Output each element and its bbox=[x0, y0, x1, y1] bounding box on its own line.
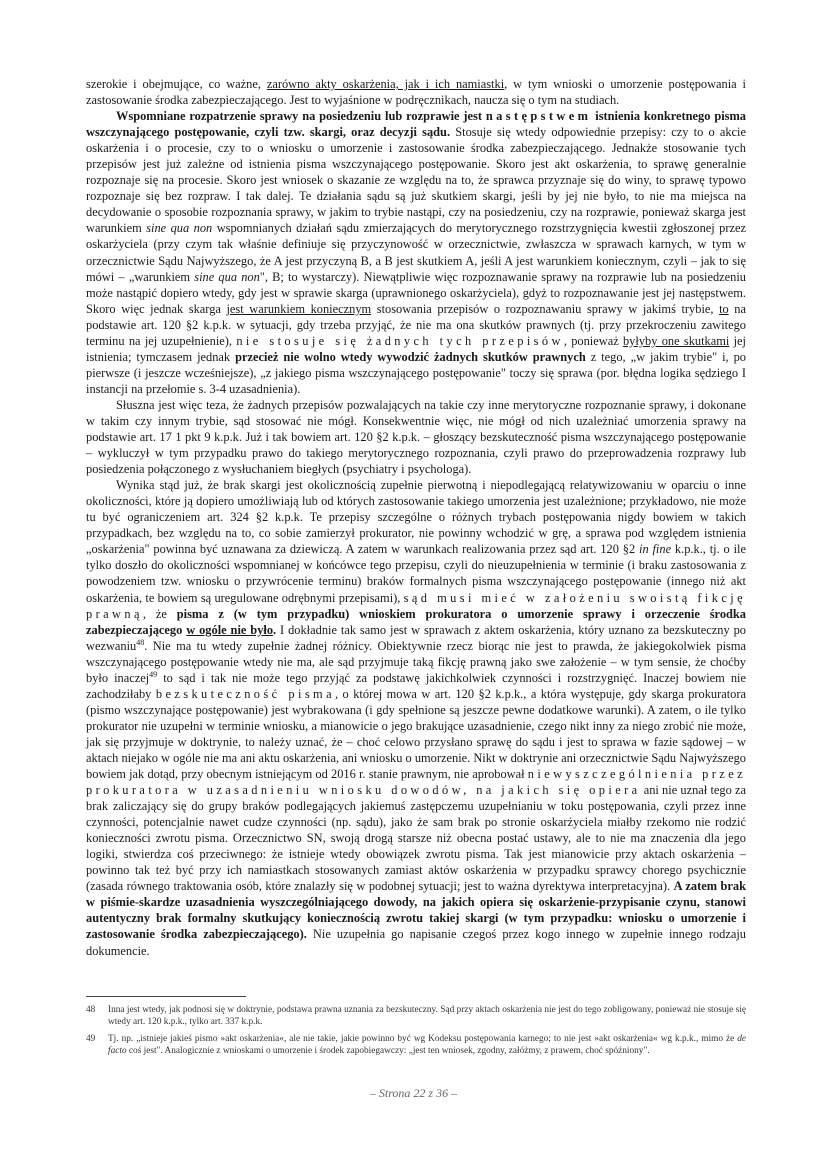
paragraph-4: Wynika stąd już, że brak skargi jest okolicznością zupełnie pierwotną i niepodlegającą relatywizowaniu w oparciu o inne okoliczności, które ją dopiero umożliwiają lub od których zastosowanie takiego umorzenia jest uzależnione; przykładowo, nie może tu być ograniczeniem art. 324 §2 k.p.k. Te przepisy szczególne o różnych trybach postępowania nigdy bowiem w takich przypadkach, bez względu na to, co sobie zamierzył prokurator, nie powinny wchodzić w grę, a sprawa pod względem istnienia „oskarżenia" powinna być uznawana za dziewiczą. A zatem w warunkach realizowania przez sąd art. 120 §2 in fine k.p.k., tj. o ile tylko doszło do okoliczności wspomnianej w końcówce tego przepisu, czyli do nieuzupełnienia w terminie (i braku zastosowania z powodzeniem tzw. wniosku o przywrócenie terminu) braków formalnych pisma wszczynającego postępowanie (innego niż akt oskarżenia, te bowiem są uregulowane odrębnymi przepisami), sąd musi mieć w założeniu swoistą fikcję prawną, że pisma z (w tym przypadku) wnioskiem prokuratora o umorzenie sprawy i orzeczenie środka zabezpieczającego w ogóle nie było. I dokładnie tak samo jest w sprawach z aktem oskarżenia, który uznano za bezskuteczny po wezwaniu$^{48}$. Nie ma tu wtedy zupełnie żadnej różnicy. Obiektywnie rzecz biorąc nie jest to prawda, że jakiegokolwiek pisma wszczynającego postępowanie wtedy nie ma, ale sąd przyjmuje taką fikcję prawną jako swe założenie – w tym sensie, że choćby było inaczej$^{49}$ to sąd i tak nie może tego przyjąć za podstawę jakichkolwiek czynności i rozstrzygnięć. Inaczej bowiem nie zachodziłaby bezskuteczność pisma, o której mowa w art. 120 §2 k.p.k., a która występuje, gdy skarga prokuratora (pismo wszczynające postępowanie) jest wybrakowana (i gdy spełnione są jeszcze pewne dodatkowe warunki). A zatem, o ile tylko prokurator nie uzupełni w terminie wniosku, a mianowicie o jego brakujące uzasadnienie, czego nikt inny za niego zrobić nie może, jak się przyjmuje w doktrynie, to należy uznać, że – choć celowo przysłano sprawę do sądu i jest to sprawa w fazie sądowej – w aktach niejako w ogóle nie ma ani aktu oskarżenia, ani wniosku o umorzenie. Nikt w doktrynie ani orzecznictwie Sądu Najwyższego bowiem jak dotąd, przy obecnym istniejącym od 2016 r. stanie prawnym, nie aprobował niewyszczególnienia przez prokuratora w uzasadnieniu wniosku dowodów, na jakich się opiera ani nie uznał tego za brak zaliczający się do grupy braków podlegających jakiemuś zastępczemu uzupełnianiu w toku postępowania, czyli przez inne czynności, potencjalnie nawet cudze czynności (np. sądu), jako że sam brak po stronie oskarżyciela miałby rzekomo nie rodzić konieczności zwrotu pisma. Orzecznictwo SN, swoją drogą starsze niż obecna postać ustawy, ale to nie ma znaczenia dla jego logiki, stwierdza coś przeciwnego: że istnieje wtedy obowiązek zwrotu pisma. Tak jest mianowicie przy aktach oskarżenia – powinno tak też być przy ich namiastkach stosowanych zamiast aktów oskarżenia w przypadku sprawcy chorego psychicznie (zasada równego traktowania osób, które znalazły się w podobnej sytuacji; jest to ważna dyrektywa interpretacyjna). A zatem brak w piśmie-skardze uzasadnienia wyszczególniającego dowody, na jakich opiera się oskarżenie-przypisanie czynu, stanowi autentyczny brak formalny skutkujący koniecznością zwrotu takiej skargi (w tym przypadku: wniosku o umorzenie i zastosowanie środka zabezpieczającego). Nie uzupełnia go napisanie czegoś przez kogo innego w zupełnie innego rodzaju dokumencie. bbox=[86, 478, 747, 958]
page-number: – Strona 22 z 36 – bbox=[369, 1086, 458, 1100]
underlined-phrase: to bbox=[719, 301, 729, 316]
paragraph-1: szerokie i obejmujące, co ważne, zarówno akty oskarżenia, jak i ich namiastki, w tym wnioski o umorzenie postępowania i zastosowanie środka zabezpieczającego. Jest to wyjaśnione w podręcznikach, naucza się o tym na studiach. bbox=[86, 77, 746, 108]
footnote-49 bbox=[86, 1033, 746, 1058]
footnote-number: 49 bbox=[86, 1033, 96, 1044]
underlined-phrase: byłyby one skutkami bbox=[622, 333, 730, 348]
spaced-emphasis: następstwem bbox=[485, 109, 592, 124]
footnote-48 bbox=[86, 1004, 746, 1029]
footnote-separator bbox=[86, 996, 246, 997]
paragraph-2: Wspomniane rozpatrzenie sprawy na posiedzeniu lub rozprawie jest następstwem istnienia konkretnego pisma wszczynającego postępowanie, czyli tzw. skargi, oraz decyzji sądu. Stosuje się wtedy odpowiednie przepisy: czy to o akcie oskarżenia i o procesie, czy to o wniosku o umorzenie i zastosowanie środka zabezpieczającego. Jednakże stosowanie tych przepisów jest już zależne od istnienia pisma wszczynającego postępowanie. Skoro jest akt oskarżenia, to sprawę generalnie rozpoznaje się na procesie. Skoro jest wniosek o skazanie ze względu na to, że sprawca przyznaje się do winy, to sprawę typowo rozpoznaje się bez rozpraw. I tak dalej. Te działania sądu są już skutkiem skargi, jeśli by jej nie było, to nie ma miejsca na decydowanie o sposobie rozpoznania sprawy, w jakim to trybie nastąpi, czy na posiedzeniu, czy na rozprawie, ponieważ skarga jest warunkiem sine qua non wspomnianych działań sądu zmierzających do merytorycznego rozstrzygnięcia kwestii zgłoszonej przez oskarżyciela (przy czym tak właśnie definiuje się przyczynowość w orzecznictwie, zwłaszcza w sprawach karnych, w tym w orzecznictwie Sądu Najwyższego, że A jest przyczyną B, a B jest skutkiem A, jeśli A jest warunkiem koniecznym, czyli – jak to się mówi – „warunkiem sine qua non", B; to wystarczy). Niewątpliwie więc rozpoznawanie sprawy na rozprawie lub na posiedzeniu może nastąpić dopiero wtedy, gdy jest w sprawie skarga (uprawnionego oskarżyciela), gdyż to rozpoznawanie jest jej następstwem. Skoro więc jednak skarga jest warunkiem koniecznym stosowania przepisów o rozpoznawaniu sprawy w jakimś trybie, to na podstawie art. 120 §2 k.p.k. w sytuacji, gdy trzeba przyjąć, że nie ma ona skutków prawnych (tj. przy przekroczeniu zawitego terminu na jej uzupełnienie), nie stosuje się żadnych tych przepisów, ponieważ byłyby one skutkami jej istnienia; tymczasem jednak przecież nie wolno wtedy wywodzić żadnych skutków prawnych z tego, „w jakim trybie" i, po pierwsze (i jeszcze wcześniejsze), „z jakiego pisma wszczynającego postępowanie" toczy się sprawa (por. błędna logika sędziego I instancji na przełomie s. 3-4 uzasadnienia). bbox=[86, 109, 747, 396]
footnote-ref-48[interactable]: 48 bbox=[136, 637, 145, 647]
spaced-emphasis: nie stosuje się żadnych tych przepisów bbox=[236, 333, 564, 348]
footnote-text: Tj. np. „istnieje jakieś pismo »akt oskarżenia«, ale nie takie, jakie powinno być wg Kodeksu postępowania karnego; to nie jest »akt oskarżenia« wg k.p.k., mimo że de facto coś jest". Analogicznie z wnioskami o umorzenie i środek zapobiegawczy: „jest ten wniosek, zgodny, załóżmy, z prawem, choć spóźniony". bbox=[108, 1033, 746, 1057]
underlined-phrase: jest warunkiem koniecznym bbox=[226, 301, 372, 316]
footnotes bbox=[86, 1004, 746, 1062]
bold-phrase: przecież nie wolno wtedy wywodzić żadnych skutków prawnych bbox=[235, 349, 586, 364]
underlined-phrase: zarówno akty oskarżenia, jak i ich namiastki bbox=[266, 77, 505, 91]
footnote-text: Inna jest wtedy, jak podnosi się w doktrynie, podstawa prawna uznania za bezskuteczny. Sąd przy aktach oskarżenia nie jest do tego zobligowany, ponieważ nie stosuje się wtedy art. 120 k.p.k., tylko art. 337 k.p.k. bbox=[108, 1005, 746, 1028]
footnote-number: 48 bbox=[86, 1005, 96, 1015]
underlined-phrase: w ogóle nie było bbox=[186, 622, 274, 637]
spaced-emphasis: bezskuteczność pisma bbox=[155, 686, 335, 701]
spaced-emphasis: niewyszczególnienia przez prokuratora w uzasadnieniu wniosku dowodów, na jakich się opiera bbox=[86, 767, 746, 798]
spaced-emphasis: sąd musi mieć w założeniu swoistą fikcję prawną bbox=[86, 590, 747, 621]
bold-phrase: A zatem brak w piśmie-skardze uzasadnienia wyszczególniającego dowody, na jakich opiera się oskarżenie-przypisanie czynu, stanowi autentyczny brak formalny skutkujący koniecznością zwrotu takiej skargi (w tym przypadku: wniosku o umorzenie i zastosowanie środka zabezpieczającego). bbox=[86, 879, 746, 942]
footnote-ref-49[interactable]: 49 bbox=[149, 669, 158, 679]
paragraph-3: Słuszna jest więc teza, że żadnych przepisów pozwalających na takie czy inne merytoryczne rozpoznanie sprawy, i dokonane w takim czy innym trybie, sąd stosować nie mógł. Konsekwentnie więc, nie mógł od nich uzależniać umorzenia sprawy na podstawie art. 17 1 pkt 9 k.p.k. Już i tak bowiem art. 120 §2 k.p.k. – głoszący bezskuteczność pisma wszczynającego postępowanie – wykluczył w tym przypadku prawo do takiego merytorycznego rozpoznania, czyli prawo do przeprowadzenia rozprawy lub posiedzenia połączonego z wysłuchaniem biegłych (psychiatry i psychologa). bbox=[86, 397, 746, 477]
document-body bbox=[86, 76, 746, 959]
